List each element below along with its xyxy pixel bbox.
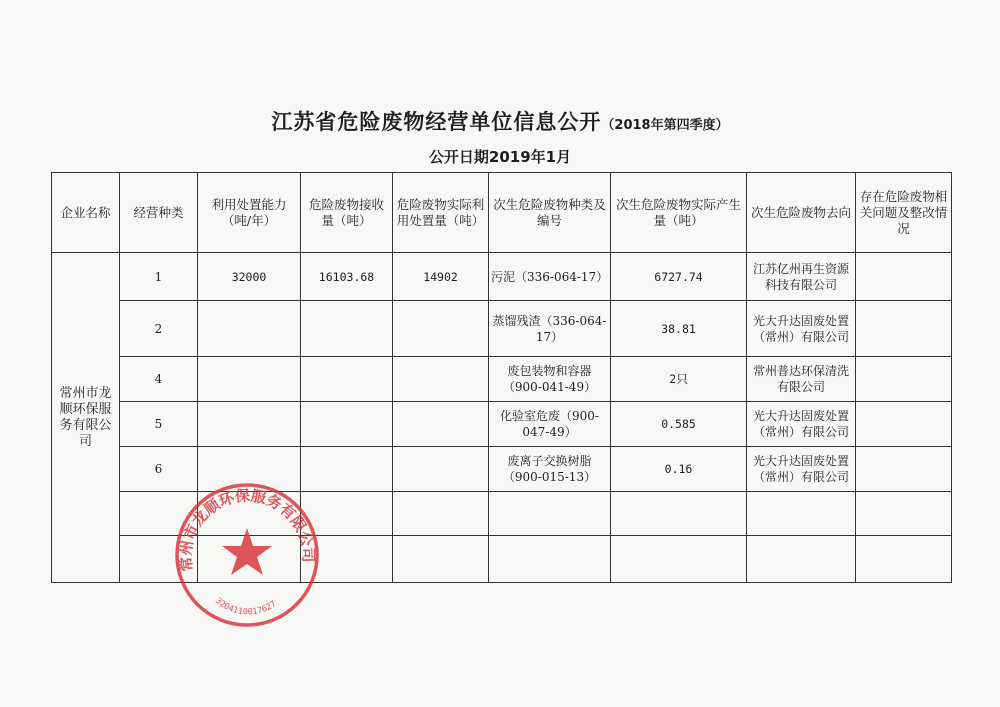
cell-received xyxy=(301,447,393,492)
table-row xyxy=(52,357,952,402)
cell-issues xyxy=(856,357,952,402)
seal-code: 3204110017627 xyxy=(213,595,279,618)
cell-disposed xyxy=(393,357,489,402)
cell-amount: 6727.74 xyxy=(611,253,747,301)
cell-type: 6 xyxy=(120,447,198,492)
cell-capacity xyxy=(198,357,301,402)
cell-byproduct: 废包装物和容器（900-041-49） xyxy=(489,357,611,402)
header-company: 企业名称 xyxy=(52,173,120,253)
header-capacity: 利用处置能力（吨/年） xyxy=(198,173,301,253)
cell-type: 4 xyxy=(120,357,198,402)
cell-disposed xyxy=(393,402,489,447)
header-row xyxy=(52,173,952,253)
company-name: 常州市龙顺环保服务有限公司 xyxy=(52,253,120,583)
header-byproduct: 次生危险废物种类及编号 xyxy=(489,173,611,253)
waste-info-table xyxy=(51,172,952,583)
cell-issues xyxy=(856,402,952,447)
cell-capacity xyxy=(198,402,301,447)
cell-type: 5 xyxy=(120,402,198,447)
cell-type: 2 xyxy=(120,301,198,357)
cell-byproduct: 废离子交换树脂（900-015-13） xyxy=(489,447,611,492)
cell-capacity: 32000 xyxy=(198,253,301,301)
cell-disposed: 14902 xyxy=(393,253,489,301)
cell-amount: 38.81 xyxy=(611,301,747,357)
cell-byproduct: 蒸馏残渣（336-064-17） xyxy=(489,301,611,357)
cell-received xyxy=(301,402,393,447)
title-suffix: （2018年第四季度） xyxy=(601,118,729,133)
title-text: 江苏省危险废物经营单位信息公开 xyxy=(271,110,602,134)
cell-amount: 2只 xyxy=(611,357,747,402)
cell-issues xyxy=(856,447,952,492)
cell-capacity xyxy=(198,301,301,357)
cell-destination: 江苏亿州再生资源科技有限公司 xyxy=(747,253,856,301)
cell-received: 16103.68 xyxy=(301,253,393,301)
cell-received xyxy=(301,301,393,357)
header-amount: 次生危险废物实际产生量（吨） xyxy=(611,173,747,253)
table-row xyxy=(52,301,952,357)
table-row xyxy=(52,402,952,447)
table-row xyxy=(52,253,952,301)
header-disposed: 危险废物实际利用处置量（吨） xyxy=(393,173,489,253)
cell-amount: 0.585 xyxy=(611,402,747,447)
cell-received xyxy=(301,357,393,402)
table-row xyxy=(52,447,952,492)
cell-type: 1 xyxy=(120,253,198,301)
cell-destination: 光大升达固废处置（常州）有限公司 xyxy=(747,301,856,357)
header-issues: 存在危险废物相关问题及整改情况 xyxy=(856,173,952,253)
cell-byproduct: 污泥（336-064-17） xyxy=(489,253,611,301)
document-title xyxy=(0,106,1000,136)
cell-disposed xyxy=(393,447,489,492)
publication-date: 公开日期2019年1月 xyxy=(428,148,572,166)
empty-row xyxy=(52,492,952,536)
cell-disposed xyxy=(393,301,489,357)
cell-amount: 0.16 xyxy=(611,447,747,492)
svg-text:3204110017627 xyxy=(213,596,278,618)
header-received: 危险废物接收量（吨） xyxy=(301,173,393,253)
header-type: 经营种类 xyxy=(120,173,198,253)
cell-capacity xyxy=(198,447,301,492)
seal-text: 常州市龙顺环保服务有限公司 xyxy=(176,486,318,573)
cell-destination: 光大升达固废处置（常州）有限公司 xyxy=(747,402,856,447)
header-destination: 次生危险废物去向 xyxy=(747,173,856,253)
cell-destination: 常州普达环保清洗有限公司 xyxy=(747,357,856,402)
cell-issues xyxy=(856,253,952,301)
empty-row xyxy=(52,536,952,583)
cell-byproduct: 化验室危废（900-047-49） xyxy=(489,402,611,447)
cell-destination: 光大升达固废处置（常州）有限公司 xyxy=(747,447,856,492)
cell-issues xyxy=(856,301,952,357)
